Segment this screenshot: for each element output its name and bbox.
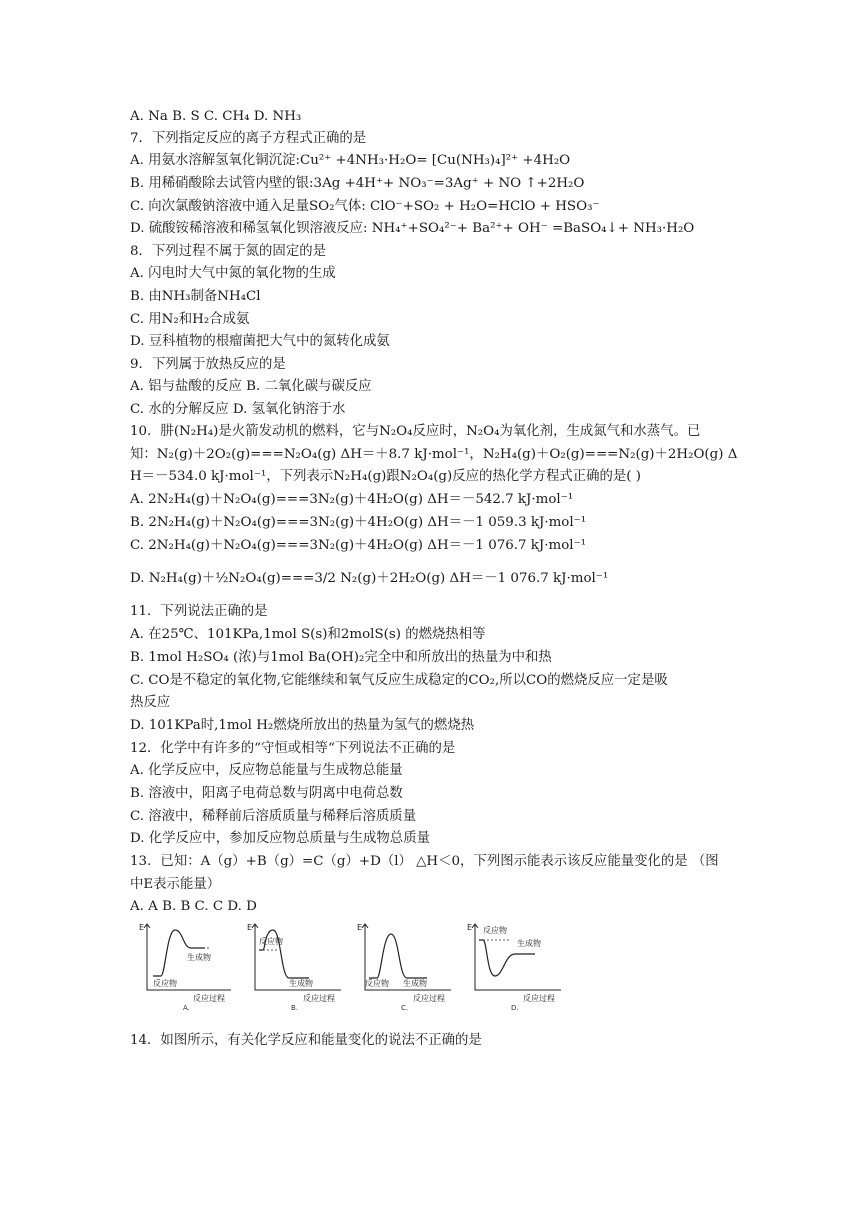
q13-stem-line1: 13．已知：A（g）+B（g）=C（g）+D（l） △H＜0，下列图示能表示该反应能量变化的是 （图: [130, 854, 719, 869]
diagram-d-e-label: E: [467, 923, 473, 932]
q11-option-d: D. 101KPa时,1mol H₂燃烧所放出的热量为氢气的燃烧热: [130, 718, 475, 733]
q8-option-b: B. 由NH₃制备NH₄Cl: [130, 289, 261, 304]
energy-diagrams: [135, 918, 575, 1010]
q7-option-a: A. 用氨水溶解氢氧化铜沉淀:Cu²⁺ +4NH₃·H₂O= [Cu(NH₃)₄]²⁺ +4H₂O: [130, 153, 571, 168]
diagram-b-tag: B.: [291, 1004, 299, 1010]
q11-option-b: B. 1mol H₂SO₄ (浓)与1mol Ba(OH)₂完全中和所放出的热量为中和热: [130, 650, 552, 665]
diagram-c-tag: C.: [401, 1004, 409, 1010]
diagram-c-e-label: E: [357, 923, 363, 932]
q7-option-c: C. 向次氯酸钠溶液中通入足量SO₂气体: ClO⁻+SO₂ + H₂O=HClO + HSO₃⁻: [130, 199, 600, 214]
energy-diagram-a: [135, 918, 235, 1010]
q14-stem: 14．如图所示，有关化学反应和能量变化的说法不正确的是: [130, 1033, 482, 1048]
q9-options-cd: C. 水的分解反应 D. 氢氧化钠溶于水: [130, 402, 346, 417]
q11-option-c-line2: 热反应: [130, 695, 171, 710]
q12-option-d: D. 化学反应中，参加反应物总质量与生成物总质量: [130, 831, 430, 846]
q11-option-a: A. 在25℃、101KPa,1mol S(s)和2molS(s) 的燃烧热相等: [130, 627, 486, 642]
q7-option-b: B. 用稀硝酸除去试管内壁的银:3Ag +4H⁺+ NO₃⁻=3Ag⁺ + NO ↑+2H₂O: [130, 176, 585, 191]
diagram-c-reactant: 反应物: [365, 979, 389, 988]
diagram-d-product: 生成物: [517, 939, 541, 948]
q12-option-a: A. 化学反应中，反应物总能量与生成物总能量: [130, 763, 403, 778]
diagram-a-xaxis: 反应过程: [193, 994, 225, 1003]
q13-options: A. A B. B C. C D. D: [130, 899, 257, 914]
q9-stem: 9．下列属于放热反应的是: [130, 357, 286, 372]
diagram-b-reactant: 反应物: [259, 937, 283, 946]
diagram-d-tag: D.: [511, 1004, 519, 1010]
q12-option-b: B. 溶液中，阳离子电荷总数与阴离中电荷总数: [130, 786, 403, 801]
diagram-a-tag: A.: [183, 1004, 190, 1010]
diagram-a-reactant: 反应物: [153, 979, 177, 988]
q10-stem-line1: 10．肼(N₂H₄)是火箭发动机的燃料，它与N₂O₄反应时，N₂O₄为氧化剂，生成氮气和水蒸气。已: [130, 424, 701, 439]
diagram-a-e-label: E: [139, 923, 145, 932]
q13-stem-line2: 中E表示能量）: [130, 877, 221, 892]
diagram-d-reactant: 反应物: [483, 926, 507, 935]
q11-stem: 11．下列说法正确的是: [130, 604, 268, 619]
q8-option-a: A. 闪电时大气中氮的氧化物的生成: [130, 266, 336, 281]
diagram-b-product: 生成物: [289, 979, 313, 988]
energy-diagram-d: [465, 918, 565, 1010]
q6-options: A. Na B. S C. CH₄ D. NH₃: [130, 109, 302, 124]
q12-stem: 12．化学中有许多的“守恒或相等“下列说法不正确的是: [130, 741, 456, 756]
q10-option-c: C. 2N₂H₄(g)＋N₂O₄(g)===3N₂(g)＋4H₂O(g) ΔH＝－1 076.7 kJ·mol⁻¹: [130, 538, 587, 553]
energy-diagram-b: [245, 918, 345, 1010]
energy-diagram-c: [355, 918, 455, 1010]
q7-option-d: D. 硫酸铵稀溶液和稀氢氧化钡溶液反应: NH₄⁺+SO₄²⁻+ Ba²⁺+ OH⁻ =BaSO₄↓+ NH₃·H₂O: [130, 221, 695, 236]
q8-option-c: C. 用N₂和H₂合成氨: [130, 312, 250, 327]
q8-stem: 8．下列过程不属于氮的固定的是: [130, 244, 326, 259]
q10-option-d: D. N₂H₄(g)＋½N₂O₄(g)===3/2 N₂(g)＋2H₂O(g) ΔH＝－1 076.7 kJ·mol⁻¹: [130, 571, 609, 586]
q10-option-a: A. 2N₂H₄(g)＋N₂O₄(g)===3N₂(g)＋4H₂O(g) ΔH＝－542.7 kJ·mol⁻¹: [130, 492, 574, 507]
diagram-b-e-label: E: [247, 923, 253, 932]
q10-option-b: B. 2N₂H₄(g)＋N₂O₄(g)===3N₂(g)＋4H₂O(g) ΔH＝－1 059.3 kJ·mol⁻¹: [130, 515, 587, 530]
q10-stem-line3: H＝－534.0 kJ·mol⁻¹，下列表示N₂H₄(g)跟N₂O₄(g)反应的热化学方程式正确的是( ): [130, 469, 641, 484]
q8-option-d: D. 豆科植物的根瘤菌把大气中的氮转化成氨: [130, 334, 390, 349]
diagram-c-product: 生成物: [403, 979, 427, 988]
q10-stem-line2: 知：N₂(g)＋2O₂(g)===N₂O₄(g) ΔH＝＋8.7 kJ·mol⁻¹，N₂H₄(g)＋O₂(g)===N₂(g)＋2H₂O(g) Δ: [130, 447, 738, 462]
diagram-b-xaxis: 反应过程: [303, 994, 335, 1003]
q7-stem: 7．下列指定反应的离子方程式正确的是: [130, 131, 367, 146]
diagram-c-xaxis: 反应过程: [413, 994, 445, 1003]
diagram-d-xaxis: 反应过程: [523, 994, 555, 1003]
q11-option-c-line1: C. CO是不稳定的氧化物,它能继续和氧气反应生成稳定的CO₂,所以CO的燃烧反应一定是吸: [130, 673, 668, 688]
diagram-a-product: 生成物: [187, 953, 211, 962]
q9-options-ab: A. 铝与盐酸的反应 B. 二氧化碳与碳反应: [130, 379, 372, 394]
q12-option-c: C. 溶液中，稀释前后溶质质量与稀释后溶质质量: [130, 809, 417, 824]
